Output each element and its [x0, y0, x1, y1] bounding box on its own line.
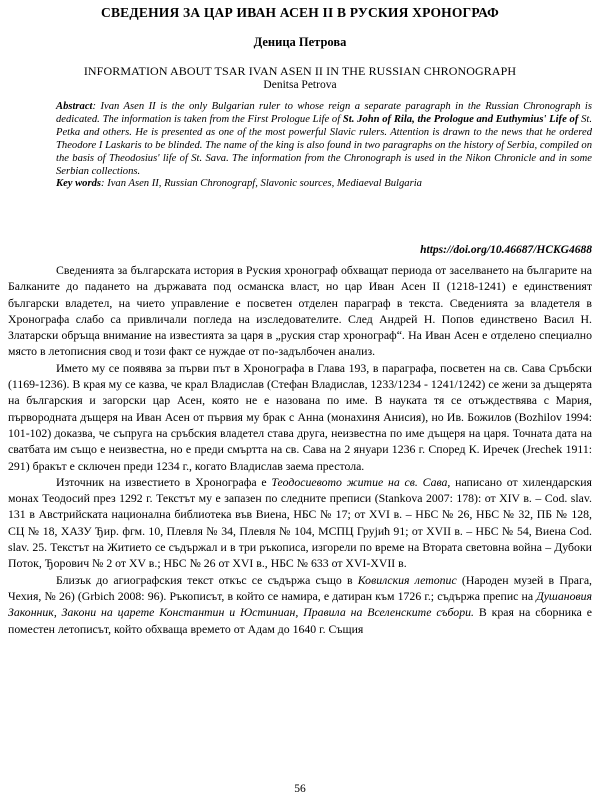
p4-text-c: В края на сборника е поместен летописът, който обхваща времето от Адам до 1640 г. Същия	[8, 605, 592, 636]
keywords-line	[8, 178, 592, 191]
page-number: 56	[294, 783, 306, 795]
abstract-label: Abstract	[56, 101, 93, 112]
abstract-text-1: : Ivan Asen II is the only Bulgarian ruler to whose reign a separate paragraph in the Russian Chronograph is dedicated. The information is taken from the First Prologue Life of	[56, 101, 592, 125]
p3-italic: Теодосиевото житие на св. Сава	[271, 474, 448, 489]
body-paragraph-1: Сведенията за българската история в Руския хронограф обхващат периода от заселването на българите на Балканите до падането на държавата под османска власт, но цар Иван Асен II (1218-1241) е единственият български владетел, на чието управление е посветен отделен параграф в текста. Сведенията за владетеля в Хронографа слабо са привличали погледа на изследователите. След Андрей Н. Попов единствено Васил Н. Златарски обръща внимание на известията за царя в „руския стар хронограф“. На Иван Асен е отделено специално място в летописния свод и този факт се нуждае от по-задълбочен анализ.	[8, 263, 592, 359]
doi-link[interactable]: https://doi.org/10.46687/HCKG4688	[420, 244, 592, 256]
p4-text-b: (Народен музей в Прага, Чехия, № 26) (Grbich 2008: 96). Ръкописът, в който се намира, е датиран към 1726 г.; съдържа препис на	[8, 572, 592, 603]
article-title-en: INFORMATION ABOUT TSAR IVAN ASEN II IN THE RUSSIAN CHRONOGRAPH	[83, 64, 517, 78]
body-paragraph-3	[8, 474, 592, 572]
abstract-text-2: St. Petka and others. He is presented as one of the most powerful Slavic rulers. Attention is drawn to the news that he ordered Theodore I Laskaris to be blinded. The name of the king is also found in two paragraphs on the history of Serbia, compiled on the basis of Theodosius' life of St. Sava. The information from the Chronograph is used in the Nikon Chronicle and in some Serbian collections.	[56, 113, 592, 177]
body-paragraph-2: Името му се появява за първи път в Хронографа в Глава 193, в параграфа, посветен на св. Сава Сръбски (1169-1236). В края му се казва, че крал Владислав (Стефан Владислав, 1233/1234 - 1241/1242) се жени за дъщерята на българския и загорски цар Асен, която не е назована по име. В науката тя се отъждествява с Мария, първородната дъщеря на Иван Асен от първия му брак с Анна (монахиня Анисия), но Ив. Божилов (Bozhilov 1994: 101-102) доказва, че съпруга на сръбския владетел става друга, неизвестна по име дъщеря на царя. Точната дата на сватбата им също е неизвестна, но е преди смъртта на св. Сава на 2 януари 1236 г. Според К. Иречек (Jrechek 1911: 291) бракът е сключен преди 1234 г., когато Владислав заема престола.	[8, 360, 592, 473]
p4-italic-1: Ковилския летопис	[357, 572, 457, 587]
keywords-label: Key words	[56, 178, 102, 190]
body-text	[8, 262, 592, 637]
p3-text-b: , написано от хилендарския монах Теодосий през 1292 г. Текстът му е запазен по следните преписи (Stankova 2007: 178): от XIV в. – Cod. slav. 131 в Австрийската национална библиотека във Виена, НБС № 17; от XVI в. – НБС № 26, НБС № 32, ПБ № 128, СЦ № 18, ХАЗУ Ђир. фгм. 10, Плевля № 34, Плевля № 104, МСПЦ Грујић 91; от XVII в. – НБС № 54, Виена Cod. slav. 25. Текстът на Житието се съдържал и в три ръкописа, изгорели по време на Втората световна война – Дубоки Поток, Ђорович № 2 от XV в.; НБС № 26 от XVI в., НБС № 633 от XVI-XVII в.	[8, 474, 592, 571]
keywords-text: : Ivan Asen II, Russian Chronograpf, Slavonic sources, Mediaeval Bulgaria	[101, 178, 422, 190]
p4-text-a: Близък до агиографския текст откъс се съдържа също в	[56, 572, 358, 587]
article-title-bg: СВЕДЕНИЯ ЗА ЦАР ИВАН АСЕН II В РУСКИЯ ХРОНОГРАФ	[101, 5, 499, 20]
body-paragraph-4	[8, 572, 592, 637]
p3-text-a: Източник на известието в Хронографа е	[56, 474, 272, 489]
article-author-bg: Деница Петрова	[253, 35, 347, 49]
article-author-en: Denitsa Petrova	[263, 79, 337, 91]
p4-italic-2: Душановия Законник, Закони на царете Константин и Юстиниан, Правила на Вселенските събори.	[8, 588, 592, 620]
abstract-block	[8, 101, 592, 191]
abstract-bold-phrase: St. John of Rila, the Prologue and Euthymius' Life of	[342, 113, 579, 125]
abstract-paragraph	[8, 101, 592, 178]
